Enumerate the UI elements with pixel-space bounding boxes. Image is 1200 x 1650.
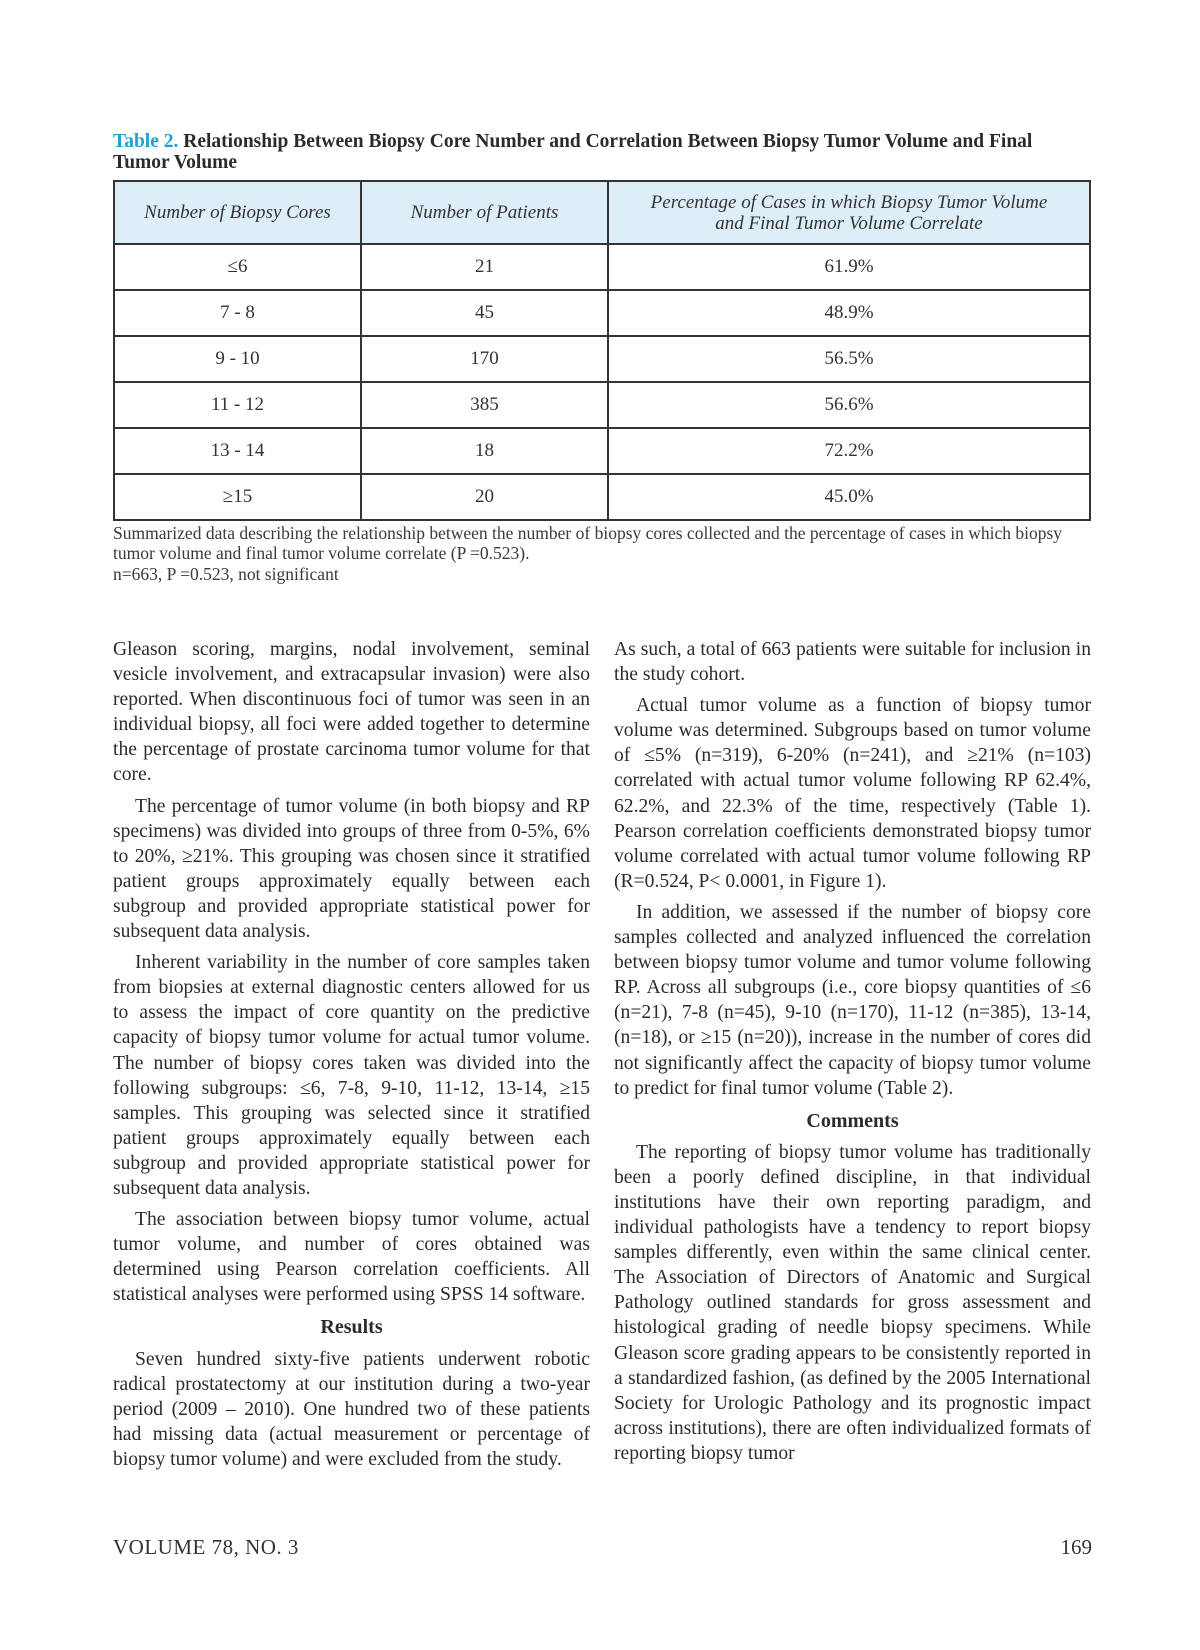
table-row (114, 290, 1090, 336)
paragraph: Seven hundred sixty-five patients underwent robotic radical prostatectomy at our institution during a two-year period (2009 – 2010). One hundred two of these patients had missing data (actual measurement or percentage of biopsy tumor volume) and were excluded from the study. (113, 1348, 590, 1470)
cell-percentage: 61.9% (608, 244, 1090, 290)
paragraph: In addition, we assessed if the number of biopsy core samples collected and analyzed influenced the correlation between biopsy tumor volume and tumor volume following RP. Across all subgroups (i.e., core biopsy quantities of ≤6 (n=21), 7-8 (n=45), 9-10 (n=170), 11-12 (n=385), 13-14, (n=18), or ≥15 (n=20)), increase in the number of cores did not significantly affect the capacity of biopsy tumor volume to predict for final tumor volume (Table 2). (614, 901, 1091, 1099)
cell-percentage: 48.9% (608, 290, 1090, 336)
cell-cores: 7 - 8 (114, 290, 361, 336)
paragraph: The percentage of tumor volume (in both biopsy and RP specimens) was divided into groups of three from 0-5%, 6% to 20%, ≥21%. This grouping was chosen since it stratified patient groups approximately equally between each subgroup and provided appropriate statistical power for subsequent data analysis. (113, 795, 590, 943)
cell-cores: 11 - 12 (114, 382, 361, 428)
table-caption (113, 131, 1088, 173)
table-number: Table 2. (113, 131, 179, 152)
cell-patients: 385 (361, 382, 608, 428)
cell-percentage: 56.6% (608, 382, 1090, 428)
cell-patients: 170 (361, 336, 608, 382)
cell-patients: 45 (361, 290, 608, 336)
table-row (114, 382, 1090, 428)
cell-percentage: 72.2% (608, 428, 1090, 474)
cell-percentage: 56.5% (608, 336, 1090, 382)
table-header-row (114, 181, 1090, 244)
results-heading: Results (320, 1316, 383, 1339)
header-percentage: Percentage of Cases in which Biopsy Tumor Volume and Final Tumor Volume Correlate (608, 181, 1090, 244)
cell-cores: 9 - 10 (114, 336, 361, 382)
paragraph: The association between biopsy tumor volume, actual tumor volume, and number of cores obtained was determined using Pearson correlation coefficients. All statistical analyses were performed using SPSS 14 software. (113, 1209, 590, 1306)
cell-cores: ≤6 (114, 244, 361, 290)
table-stat-note: n=663, P =0.523, not significant (113, 564, 339, 584)
paragraph: As such, a total of 663 patients were suitable for inclusion in the study cohort. (614, 639, 1091, 686)
header-patients: Number of Patients (361, 181, 608, 244)
cell-cores: ≥15 (114, 474, 361, 520)
right-column (614, 637, 1091, 1472)
paragraph: Inherent variability in the number of core samples taken from biopsies at external diagnostic centers allowed for us to assess the impact of core quantity on the predictive capacity of biopsy tumor volume for actual tumor volume. The number of biopsy cores taken was divided into the following subgroups: ≤6, 7-8, 9-10, 11-12, 13-14, ≥15 samples. This grouping was selected since it stratified patient groups approximately equally between each subgroup and provided appropriate statistical power for subsequent data analysis. (113, 952, 590, 1199)
left-column (113, 637, 590, 1478)
header-biopsy-cores: Number of Biopsy Cores (114, 181, 361, 244)
table-note: Summarized data describing the relationship between the number of biopsy cores collected and the percentage of cases in which biopsy tumor volume and final tumor volume correlate (P =0.523). (113, 523, 1063, 563)
data-table (113, 180, 1091, 521)
cell-cores: 13 - 14 (114, 428, 361, 474)
footer-volume: VOLUME 78, NO. 3 (113, 1535, 299, 1559)
table-row (114, 336, 1090, 382)
table-row (114, 244, 1090, 290)
paragraph: Gleason scoring, margins, nodal involvement, seminal vesicle involvement, and extracapsular invasion) were also reported. When discontinuous foci of tumor was seen in an individual biopsy, all foci were added together to determine the percentage of prostate carcinoma tumor volume for that core. (113, 639, 590, 786)
cell-patients: 21 (361, 244, 608, 290)
cell-patients: 20 (361, 474, 608, 520)
paragraph: Actual tumor volume as a function of biopsy tumor volume was determined. Subgroups based on tumor volume of ≤5% (n=319), 6-20% (n=241), and ≥21% (n=103) correlated with actual tumor volume following RP 62.4%, 62.2%, and 22.3% of the time, respectively (Table 1). Pearson correlation coefficients demonstrated biopsy tumor volume correlated with actual tumor volume following RP (R=0.524, P< 0.0001, in Figure 1). (614, 695, 1091, 892)
table-row (114, 428, 1090, 474)
paragraph: The reporting of biopsy tumor volume has traditionally been a poorly defined discipline, in that individual institutions have their own reporting paradigm, and individual pathologists have a tendency to report biopsy samples differently, even within the same clinical center. The Association of Directors of Anatomic and Surgical Pathology outlined standards for gross assessment and histological grading of needle biopsy specimens. While Gleason score grading appears to be consistently reported in a standardized fashion, (as defined by the 2005 International Society for Urologic Pathology and its prognostic impact across institutions), there are often individualized formats of reporting biopsy tumor (614, 1141, 1091, 1464)
table-row (114, 474, 1090, 520)
cell-percentage: 45.0% (608, 474, 1090, 520)
cell-patients: 18 (361, 428, 608, 474)
comments-heading: Comments (806, 1109, 899, 1132)
page-number: 169 (1060, 1535, 1092, 1559)
table-title: Relationship Between Biopsy Core Number and Correlation Between Biopsy Tumor Volume and Final Tumor Volume (113, 131, 1033, 173)
